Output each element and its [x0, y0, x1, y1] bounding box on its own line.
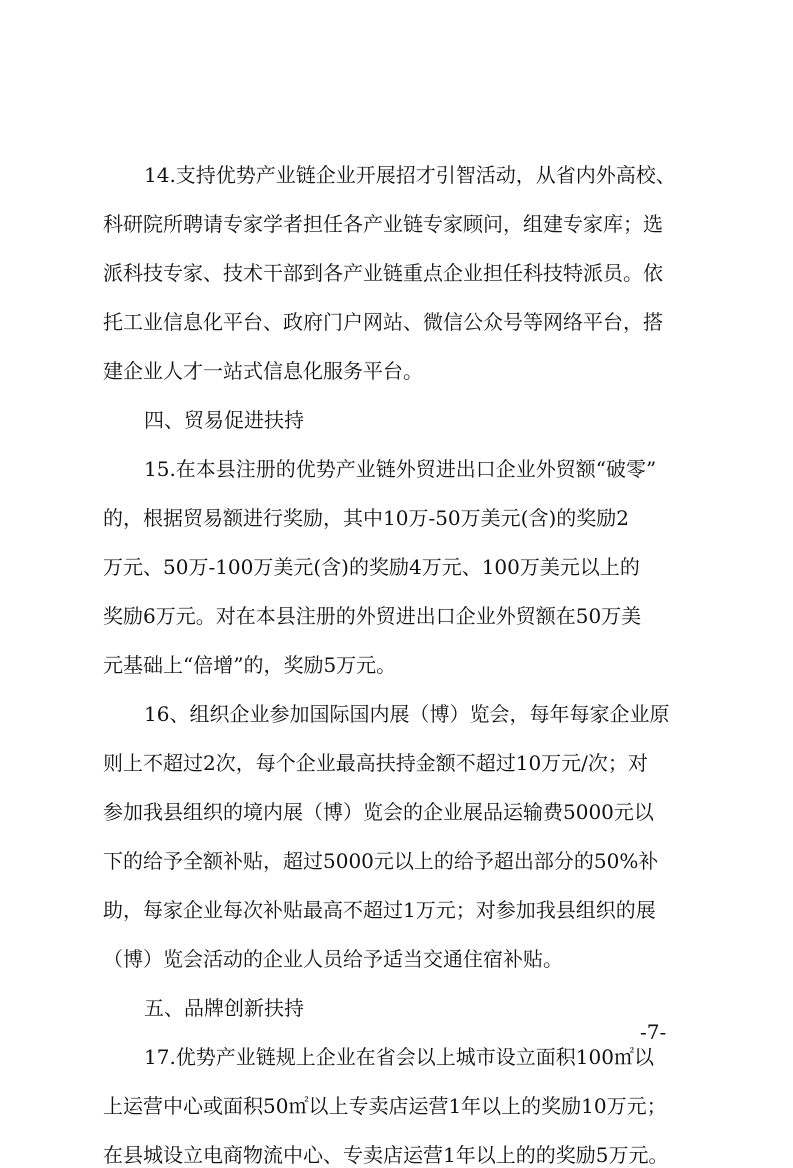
page-number: -7-: [640, 1020, 667, 1044]
document-page: 14.支持优势产业链企业开展招才引智活动，从省内外高校、 科研院所聘请专家学者担任各产业链专家顾问，组建专家库；选 派科技专家、技术干部到各产业链重点企业担任科技特派员。依 托工业信息化平台、政府门户网站、微信公众号等网络平台，搭 建企业人才一站式信息化服务平台。 四、贸易促进扶持 15.在本县注册的优势产业链外贸进出口企业外贸额“破零” 的，根据贸易额进行奖励，其中10万-50万美元(含)的奖励2 万元、50万-100万美元(含)的奖励4万元、100万美元以上的 奖励6万元。对在本县注册的外贸进出口企业外贸额在50万美 元基础上“倍增”的，奖励5万元。 16、组织企业参加国际国内展（博）览会，每年每家企业原 则上不超过2次，每个企业最高扶持金额不超过10万元/次；对 参加我县组织的境内展（博）览会的企业展品运输费5000元以 下的给予全额补贴，超过5000元以上的给予超出部分的50%补 助，每家企业每次补贴最高不超过1万元；对参加我县组织的展 （博）览会活动的企业人员给予适当交通住宿补贴。 五、品牌创新扶持 17.优势产业链规上企业在省会以上城市设立面积100㎡以 上运营中心或面积50㎡以上专卖店运营1年以上的奖励10万元； 在县城设立电商物流中心、专卖店运营1年以上的的奖励5万元。 -7-: [103, 163, 676, 1167]
